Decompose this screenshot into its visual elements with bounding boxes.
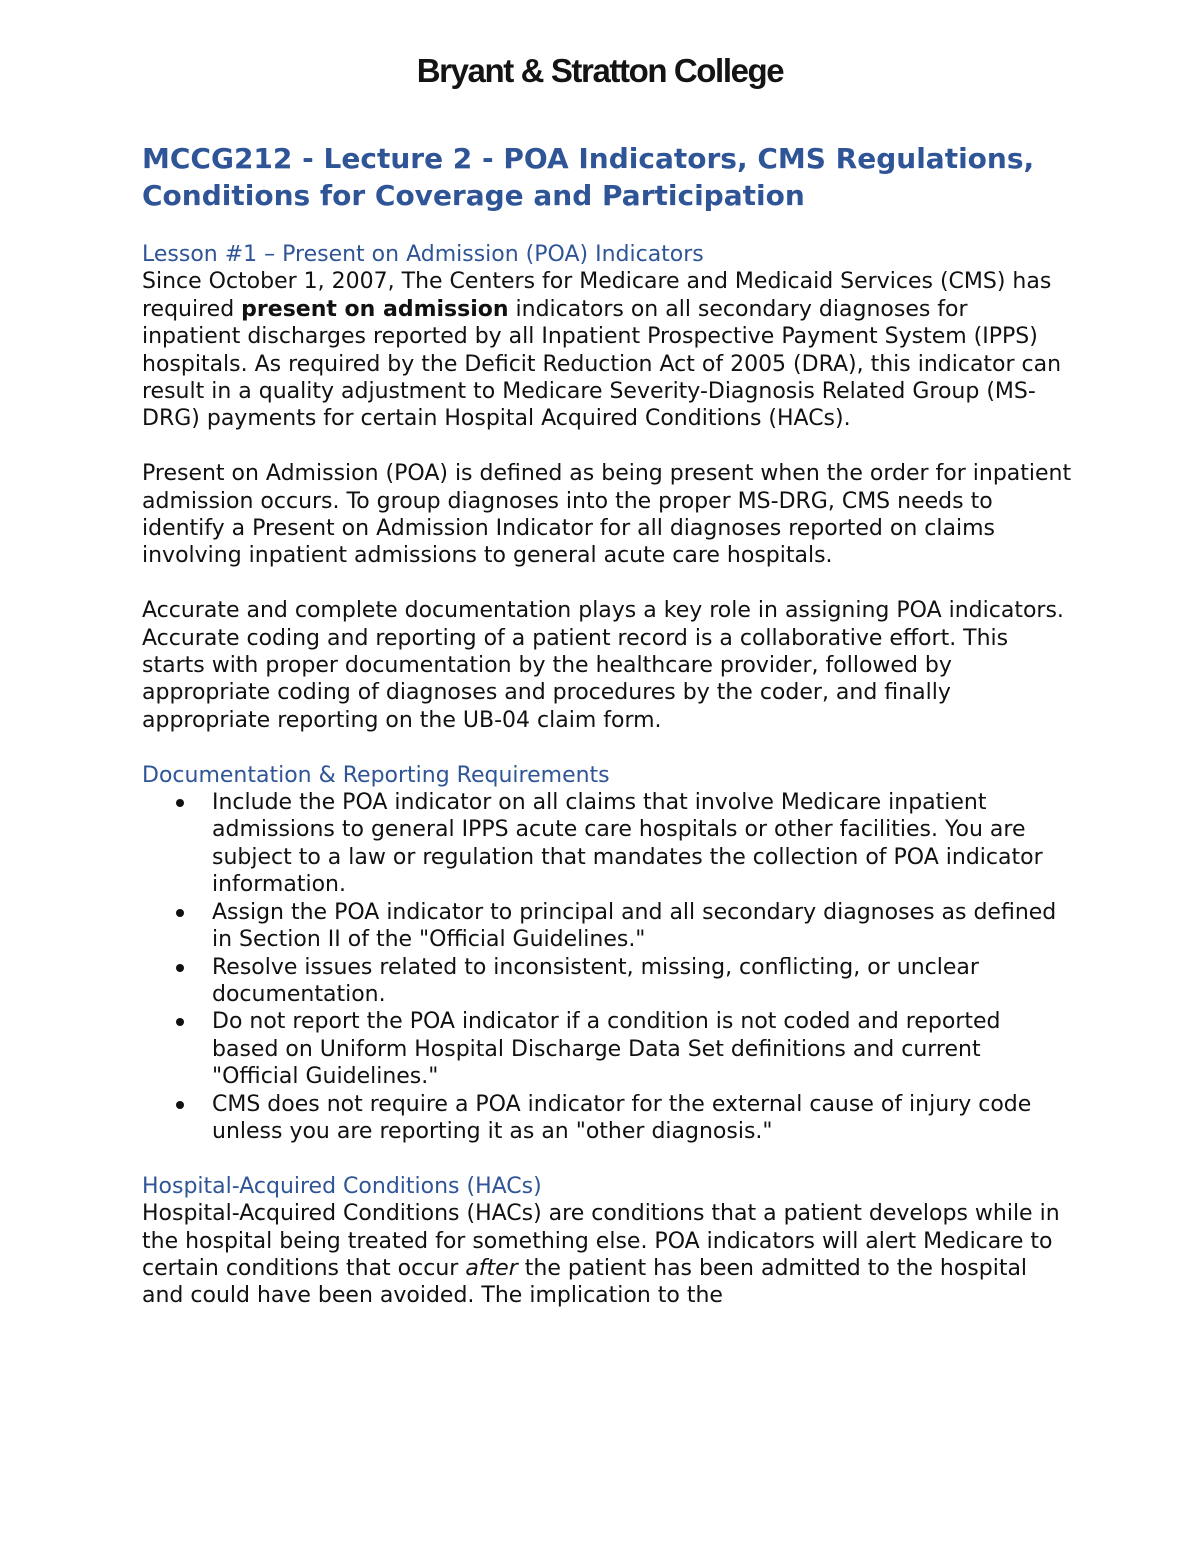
lesson-1-paragraph-2: Present on Admission (POA) is defined as being present when the order for inpatient admission occurs. To group diagnoses into the proper MS-DRG, CMS needs to identify a Present on Admission Indicator for all diagnoses reported on claims involving inpatient admissions to general acute care hospitals. bbox=[142, 461, 1072, 569]
bullet-icon bbox=[176, 909, 184, 917]
hacs-paragraph: Hospital-Acquired Conditions (HACs) are conditions that a patient develops while in the hospital being treated for something else. POA indicators will alert Medicare to certain conditions that occur after the patient has been admitted to the hospital and could have been avoided. The implication to the bbox=[142, 1201, 1060, 1309]
hacs-heading: Hospital-Acquired Conditions (HACs) bbox=[142, 1173, 542, 1199]
bullet-icon bbox=[176, 1018, 184, 1026]
list-item: Assign the POA indicator to principal and all secondary diagnoses as defined in Section II of the "Official Guidelines." bbox=[142, 899, 1072, 954]
document-body bbox=[142, 140, 1072, 1310]
list-item: CMS does not require a POA indicator for the external cause of injury code unless you are reporting it as an "other diagnosis." bbox=[142, 1091, 1072, 1146]
document-title: MCCG212 - Lecture 2 - POA Indicators, CMS Regulations, Conditions for Coverage and Participation bbox=[142, 142, 1035, 212]
bullet-icon bbox=[176, 1101, 184, 1109]
lesson-1-section bbox=[142, 241, 1072, 734]
emphasis-present-on-admission: present on admission bbox=[241, 296, 509, 322]
list-item: Resolve issues related to inconsistent, missing, conflicting, or unclear documentation. bbox=[142, 954, 1072, 1009]
requirements-list bbox=[142, 789, 1072, 1145]
lesson-1-paragraph-3: Accurate and complete documentation plays a key role in assigning POA indicators. Accurate coding and reporting of a patient record is a collaborative effort. This starts with proper documentation by the healthcare provider, followed by appropriate coding of diagnoses and procedures by the coder, and finally appropriate reporting on the UB-04 claim form. bbox=[142, 598, 1064, 733]
documentation-reporting-section bbox=[142, 762, 1072, 1146]
bullet-icon bbox=[176, 799, 184, 807]
documentation-reporting-heading: Documentation & Reporting Requirements bbox=[142, 762, 610, 788]
hacs-section bbox=[142, 1173, 1072, 1310]
college-logo: Bryant & Stratton College bbox=[416, 52, 784, 89]
bullet-icon bbox=[176, 964, 184, 972]
emphasis-after: after bbox=[465, 1255, 518, 1281]
list-item: Do not report the POA indicator if a condition is not coded and reported based on Uniform Hospital Discharge Data Set definitions and current "Official Guidelines." bbox=[142, 1008, 1072, 1090]
lesson-1-paragraph-1: Since October 1, 2007, The Centers for Medicare and Medicaid Services (CMS) has required present on admission indicators on all secondary diagnoses for inpatient discharges reported by all Inpatient Prospective Payment System (IPPS) hospitals. As required by the Deficit Reduction Act of 2005 (DRA), this indicator can result in a quality adjustment to Medicare Severity-Diagnosis Related Group (MS-DRG) payments for certain Hospital Acquired Conditions (HACs). bbox=[142, 269, 1062, 432]
lesson-1-heading: Lesson #1 – Present on Admission (POA) Indicators bbox=[142, 242, 704, 267]
list-item: Include the POA indicator on all claims that involve Medicare inpatient admissions to general IPPS acute care hospitals or other facilities. You are subject to a law or regulation that mandates the collection of POA indicator information. bbox=[142, 789, 1072, 899]
